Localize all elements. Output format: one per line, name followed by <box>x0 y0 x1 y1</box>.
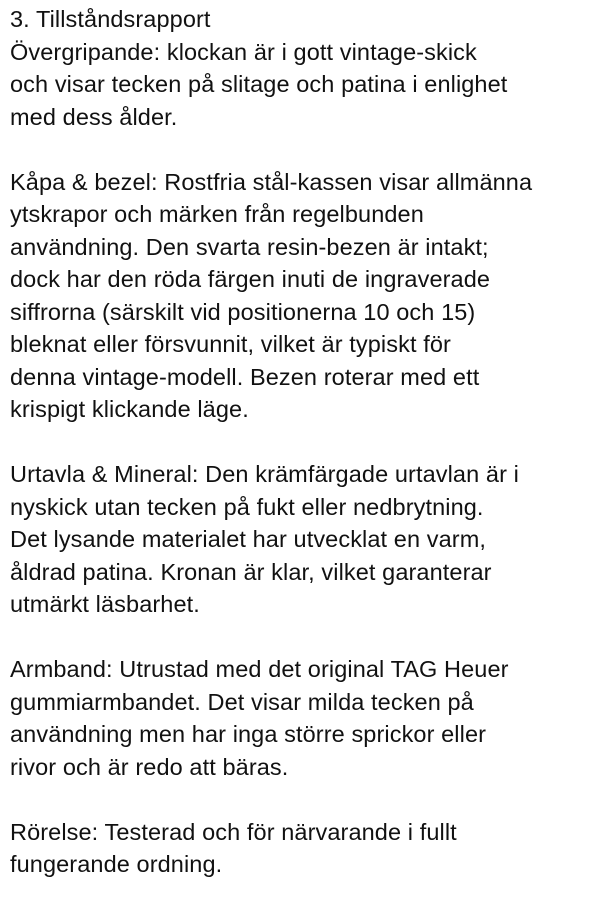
text-line: Övergripande: klockan är i gott vintage-skick <box>10 38 477 65</box>
text-line: dock har den röda färgen inuti de ingraverade <box>10 266 491 292</box>
text-line: krispigt klickande läge. <box>10 396 249 422</box>
text-line: rivor och är redo att bäras. <box>10 753 289 780</box>
text-line: Det lysande materialet har utvecklat en varm, <box>10 526 487 552</box>
paragraph-case-bezel <box>10 166 610 426</box>
text-line: ytskrapor och märken från regelbunden <box>10 201 424 227</box>
paragraph-bracelet <box>10 653 610 783</box>
text-line: utmärkt läsbarhet. <box>10 591 200 617</box>
text-line: åldrad patina. Kronan är klar, vilket garanterar <box>10 558 492 585</box>
text-line: bleknat eller försvunnit, vilket är typiskt för <box>10 331 451 357</box>
text-line: fungerande ordning. <box>10 851 223 877</box>
text-line: Kåpa & bezel: Rostfria stål-kassen visar allmänna <box>10 168 533 195</box>
text-line: och visar tecken på slitage och patina i enlighet <box>10 71 508 97</box>
paragraph-overall <box>10 36 610 134</box>
text-line: Rörelse: Testerad och för närvarande i fullt <box>10 818 457 845</box>
text-line: Armband: Utrustad med det original TAG Heuer <box>10 656 509 682</box>
text-line: gummiarmbandet. Det visar milda tecken på <box>10 688 474 715</box>
paragraph-dial-mineral <box>10 458 610 621</box>
text-line: användning. Den svarta resin-bezen är intakt; <box>10 233 489 260</box>
text-line: siffrorna (särskilt vid positionerna 10 och 15) <box>10 298 476 325</box>
text-line: nyskick utan tecken på fukt eller nedbrytning. <box>10 493 484 520</box>
text-line: Urtavla & Mineral: Den krämfärgade urtavlan är i <box>10 461 519 487</box>
text-line: med dess ålder. <box>10 103 178 130</box>
paragraph-movement <box>10 816 610 881</box>
text-line: användning men har inga större sprickor eller <box>10 721 487 747</box>
section-heading: 3. Tillståndsrapport <box>10 6 211 32</box>
text-line: denna vintage-modell. Bezen roterar med ett <box>10 363 480 390</box>
condition-report <box>10 3 610 881</box>
